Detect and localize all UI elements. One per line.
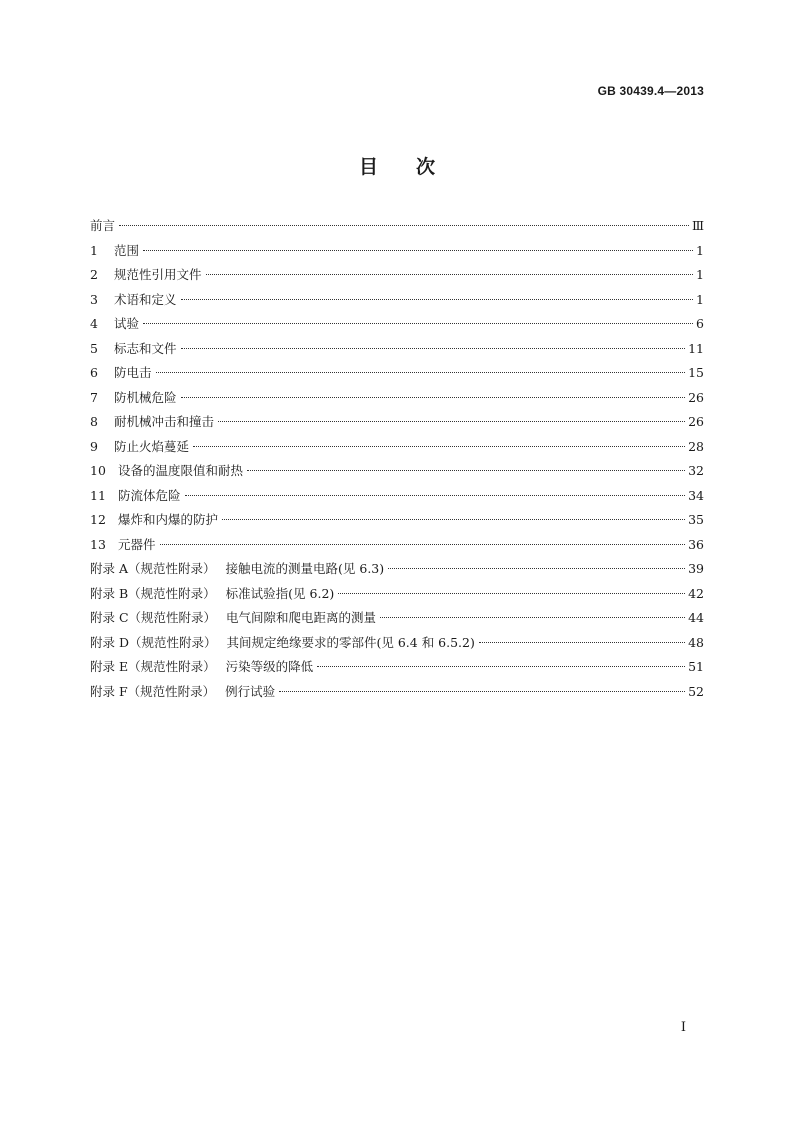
- toc-entry-title: 设备的温度限值和耐热: [118, 463, 244, 478]
- page-number: I: [680, 1020, 686, 1035]
- toc-leader-dots: [206, 274, 694, 275]
- toc-entry[interactable]: [90, 361, 704, 386]
- toc-entry-label: [90, 631, 475, 656]
- toc-entry-title: 防流体危险: [118, 487, 181, 503]
- toc-entry[interactable]: [90, 459, 704, 484]
- toc-entry-title: 元器件: [118, 536, 156, 552]
- toc-entry-number: 3: [90, 291, 98, 307]
- toc-entry[interactable]: [90, 263, 704, 288]
- table-of-contents: [90, 214, 704, 704]
- toc-entry-title: 前言: [90, 218, 116, 233]
- toc-entry[interactable]: [90, 484, 704, 509]
- toc-entry-label: [90, 484, 181, 509]
- toc-entry-number: 5: [90, 340, 98, 356]
- toc-entry-title: 电气间隙和爬电距离的测量: [226, 610, 377, 625]
- toc-leader-dots: [181, 299, 694, 300]
- toc-entry-title: 标准试验指(见 6.2): [225, 585, 335, 601]
- toc-entry-page: Ⅲ: [691, 218, 704, 233]
- toc-entry-title: 术语和定义: [114, 291, 177, 307]
- toc-entry-title: 规范性引用文件: [114, 267, 202, 282]
- toc-leader-dots: [222, 519, 685, 520]
- toc-leader-dots: [388, 568, 685, 569]
- toc-entry-label: [90, 386, 177, 411]
- toc-entry[interactable]: [90, 386, 704, 411]
- toc-entry[interactable]: [90, 410, 704, 435]
- toc-entry-page: 39: [688, 561, 704, 576]
- toc-entry-page: 28: [688, 438, 704, 454]
- toc-entry-page: 51: [688, 659, 704, 674]
- toc-entry-label: [90, 557, 384, 582]
- toc-entry-number: 10: [90, 463, 106, 478]
- toc-leader-dots: [143, 323, 693, 324]
- toc-entry-page: 44: [688, 610, 704, 625]
- toc-entry[interactable]: [90, 680, 704, 705]
- toc-entry-number: 附录 E（规范性附录）: [90, 659, 216, 674]
- toc-entry-title: 接触电流的测量电路(见 6.3): [225, 561, 385, 576]
- toc-entry-title: 污染等级的降低: [225, 659, 314, 674]
- toc-entry-title: 防机械危险: [114, 389, 177, 405]
- toc-entry-label: [90, 214, 115, 239]
- toc-entry-number: 13: [90, 536, 106, 552]
- toc-entry-label: [90, 680, 275, 705]
- toc-entry-number: 11: [90, 487, 106, 503]
- toc-leader-dots: [119, 225, 689, 226]
- toc-entry-number: 附录 D（规范性附录）: [90, 634, 217, 650]
- toc-entry-number: 附录 A（规范性附录）: [90, 561, 216, 576]
- toc-entry-page: 35: [688, 512, 704, 527]
- toc-entry[interactable]: [90, 312, 704, 337]
- toc-entry-label: [90, 263, 202, 288]
- toc-entry-title: 试验: [114, 316, 140, 331]
- toc-entry-number: 12: [90, 512, 106, 527]
- toc-leader-dots: [193, 446, 685, 447]
- toc-entry-page: 1: [696, 291, 704, 307]
- toc-entry-page: 32: [688, 463, 704, 478]
- toc-entry-page: 34: [688, 487, 704, 503]
- toc-entry-page: 48: [688, 634, 704, 650]
- toc-entry-label: [90, 410, 214, 435]
- toc-entry-page: 36: [688, 536, 704, 552]
- toc-entry-label: [90, 533, 156, 558]
- toc-entry-label: [90, 459, 243, 484]
- toc-entry[interactable]: [90, 631, 704, 656]
- toc-entry-label: [90, 361, 152, 386]
- toc-entry-number: 附录 F（规范性附录）: [90, 683, 216, 699]
- toc-entry-page: 11: [688, 340, 704, 356]
- toc-entry-number: 1: [90, 242, 98, 258]
- toc-entry-page: 6: [696, 316, 704, 331]
- toc-entry-label: [90, 239, 139, 264]
- toc-entry-title: 其间规定绝缘要求的零部件(见 6.4 和 6.5.2): [226, 634, 475, 650]
- toc-entry[interactable]: [90, 655, 704, 680]
- toc-leader-dots: [279, 691, 685, 692]
- toc-entry-number: 4: [90, 316, 98, 331]
- toc-entry[interactable]: [90, 582, 704, 607]
- toc-entry-page: 15: [688, 365, 704, 380]
- toc-entry-title: 防止火焰蔓延: [114, 438, 190, 454]
- toc-leader-dots: [247, 470, 685, 471]
- toc-entry-title: 标志和文件: [114, 340, 177, 356]
- toc-entry-number: 2: [90, 267, 98, 282]
- toc-entry[interactable]: [90, 239, 704, 264]
- toc-entry-label: [90, 606, 376, 631]
- toc-entry[interactable]: [90, 337, 704, 362]
- toc-entry-page: 42: [688, 585, 704, 601]
- toc-entry-number: 9: [90, 438, 98, 454]
- standard-code: GB 30439.4—2013: [597, 84, 704, 98]
- toc-entry-title: 例行试验: [225, 683, 276, 699]
- toc-entry-page: 26: [688, 389, 704, 405]
- toc-entry-title: 爆炸和内爆的防护: [118, 512, 219, 527]
- toc-leader-dots: [380, 617, 685, 618]
- toc-entry-page: 52: [688, 683, 704, 699]
- toc-leader-dots: [143, 250, 693, 251]
- toc-entry-label: [90, 337, 177, 362]
- toc-leader-dots: [218, 421, 685, 422]
- toc-entry-page: 1: [696, 267, 704, 282]
- toc-entry-page: 1: [696, 242, 704, 258]
- toc-entry[interactable]: [90, 533, 704, 558]
- toc-entry-page: 26: [688, 414, 704, 429]
- toc-entry[interactable]: [90, 508, 704, 533]
- toc-leader-dots: [156, 372, 686, 373]
- toc-entry-label: [90, 508, 218, 533]
- toc-entry-title: 范围: [114, 242, 140, 258]
- toc-entry-number: 6: [90, 365, 98, 380]
- toc-leader-dots: [181, 348, 686, 349]
- toc-leader-dots: [185, 495, 686, 496]
- toc-entry-title: 防电击: [114, 365, 152, 380]
- toc-leader-dots: [338, 593, 685, 594]
- toc-leader-dots: [181, 397, 686, 398]
- toc-leader-dots: [317, 666, 685, 667]
- toc-entry-number: 附录 C（规范性附录）: [90, 610, 217, 625]
- toc-entry-label: [90, 435, 189, 460]
- toc-entry[interactable]: [90, 435, 704, 460]
- toc-entry-label: [90, 288, 177, 313]
- toc-leader-dots: [160, 544, 686, 545]
- toc-entry[interactable]: [90, 288, 704, 313]
- toc-entry-title: 耐机械冲击和撞击: [114, 414, 215, 429]
- toc-entry-number: 8: [90, 414, 98, 429]
- toc-entry-label: [90, 582, 334, 607]
- toc-entry[interactable]: [90, 557, 704, 582]
- toc-entry-number: 7: [90, 389, 98, 405]
- toc-entry[interactable]: [90, 606, 704, 631]
- toc-entry-label: [90, 312, 139, 337]
- toc-entry-label: [90, 655, 313, 680]
- toc-entry[interactable]: [90, 214, 704, 239]
- toc-leader-dots: [479, 642, 685, 643]
- toc-entry-number: 附录 B（规范性附录）: [90, 585, 216, 601]
- page-title: 目 次: [358, 156, 435, 178]
